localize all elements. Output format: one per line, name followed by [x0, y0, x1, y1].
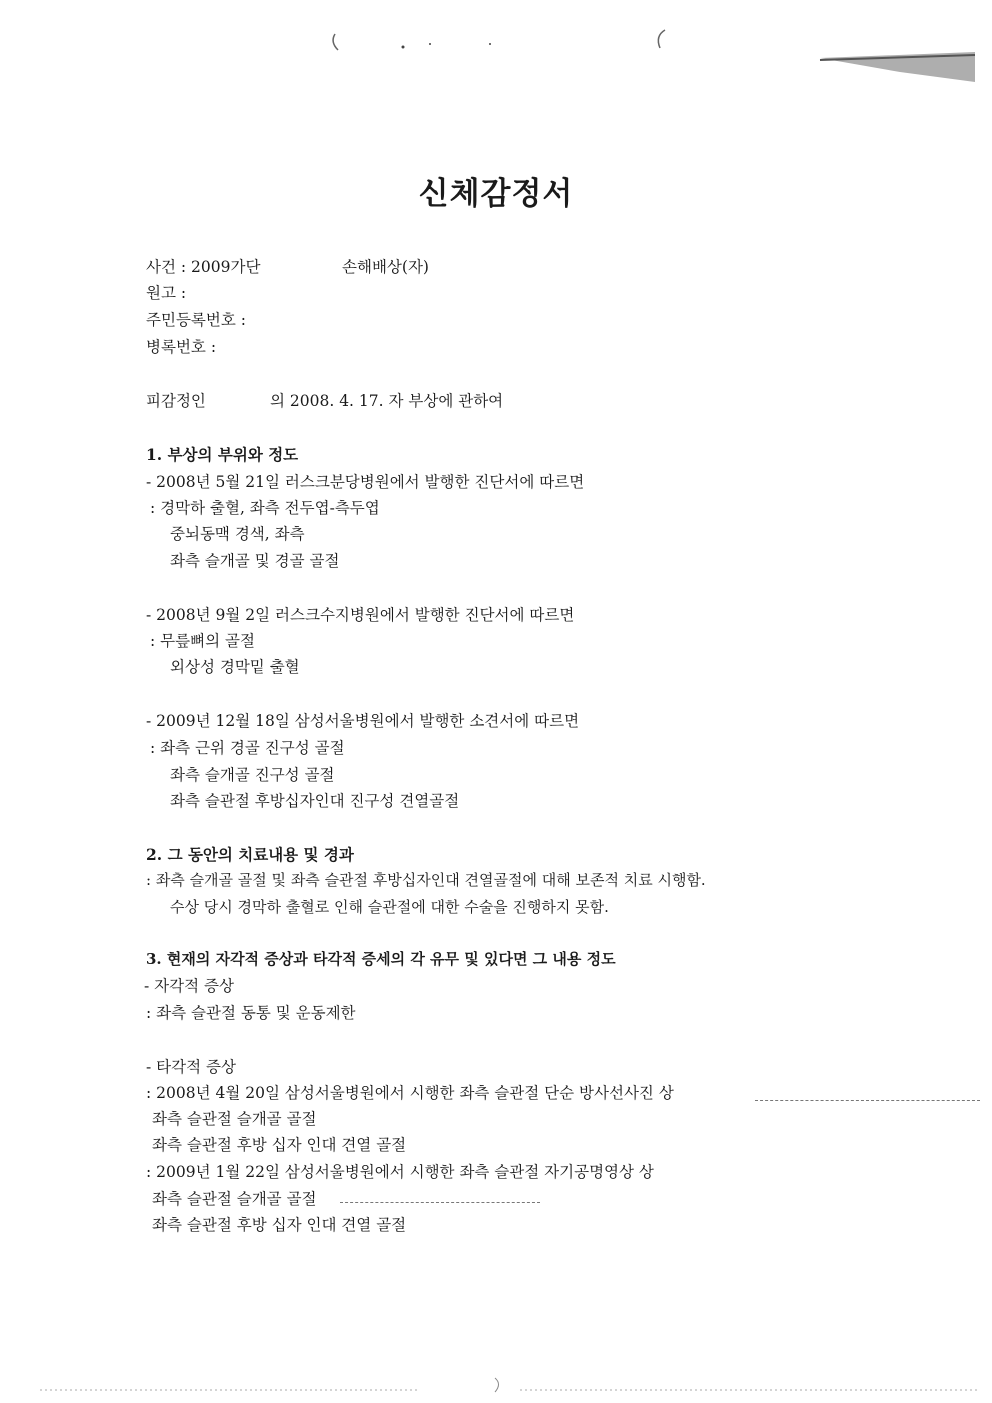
- diag2-item: 외상성 경막밑 출혈: [170, 658, 300, 676]
- medical-record-label: 병록번호 :: [146, 338, 217, 356]
- diag3-item: 좌측 슬개골 진구성 골절: [170, 766, 335, 784]
- plaintiff-label: 원고 :: [146, 284, 187, 302]
- diag1-item: : 경막하 출혈, 좌측 전두엽-측두엽: [150, 499, 380, 517]
- case-type: 손해배상(자): [342, 258, 429, 276]
- resident-no-label: 주민등록번호 :: [146, 311, 246, 329]
- document-title: 신체감정서: [418, 176, 574, 212]
- case-label: 사건 : 2009가단: [146, 258, 261, 276]
- examinee-text: 의 2008. 4. 17. 자 부상에 관하여: [270, 392, 504, 410]
- objective-line: 좌측 슬관절 슬개골 골절: [152, 1190, 317, 1208]
- diag3-intro: - 2009년 12월 18일 삼성서울병원에서 발행한 소견서에 따르면: [146, 712, 580, 730]
- diag2-item: : 무릎뼈의 골절: [150, 632, 255, 650]
- diag3-item: : 좌측 근위 경골 진구성 골절: [150, 739, 345, 757]
- scan-dash-line: [755, 1100, 980, 1101]
- section1-heading: 1. 부상의 부위와 정도: [146, 445, 299, 464]
- subjective-text: : 좌측 슬관절 동통 및 운동제한: [146, 1004, 356, 1022]
- diag3-item: 좌측 슬관절 후방십자인대 진구성 견열골절: [170, 792, 460, 810]
- section2-line: : 좌측 슬개골 골절 및 좌측 슬관절 후방십자인대 견열골절에 대해 보존적 치료 시행함.: [146, 871, 706, 889]
- objective-line: 좌측 슬관절 후방 십자 인대 견열 골절: [152, 1216, 407, 1234]
- diag1-item: 중뇌동맥 경색, 좌측: [170, 525, 305, 543]
- diag1-item: 좌측 슬개골 및 경골 골절: [170, 552, 340, 570]
- examinee-label: 피감정인: [146, 392, 206, 410]
- section2-heading: 2. 그 동안의 치료내용 및 경과: [146, 845, 354, 864]
- objective-line: 좌측 슬관절 후방 십자 인대 견열 골절: [152, 1136, 407, 1154]
- scan-artifact-top: [0, 0, 992, 110]
- section2-line: 수상 당시 경막하 출혈로 인해 슬관절에 대한 수술을 진행하지 못함.: [170, 898, 609, 916]
- objective-line: 좌측 슬관절 슬개골 골절: [152, 1110, 317, 1128]
- subjective-label: - 자각적 증상: [144, 977, 234, 995]
- diag2-intro: - 2008년 9월 2일 러스크수지병원에서 발행한 진단서에 따르면: [146, 606, 575, 624]
- diag1-intro: - 2008년 5월 21일 러스크분당병원에서 발행한 진단서에 따르면: [146, 473, 585, 491]
- objective-line: : 2008년 4월 20일 삼성서울병원에서 시행한 좌측 슬관절 단순 방사선사진 상: [146, 1084, 674, 1102]
- scan-artifact-bottom: [0, 1370, 992, 1400]
- scan-dash-line: [340, 1202, 540, 1203]
- section3-heading: 3. 현재의 자각적 증상과 타각적 증세의 각 유무 및 있다면 그 내용 정도: [146, 950, 616, 968]
- objective-label: - 타각적 증상: [146, 1058, 236, 1076]
- objective-line: : 2009년 1월 22일 삼성서울병원에서 시행한 좌측 슬관절 자기공명영상 상: [146, 1163, 654, 1181]
